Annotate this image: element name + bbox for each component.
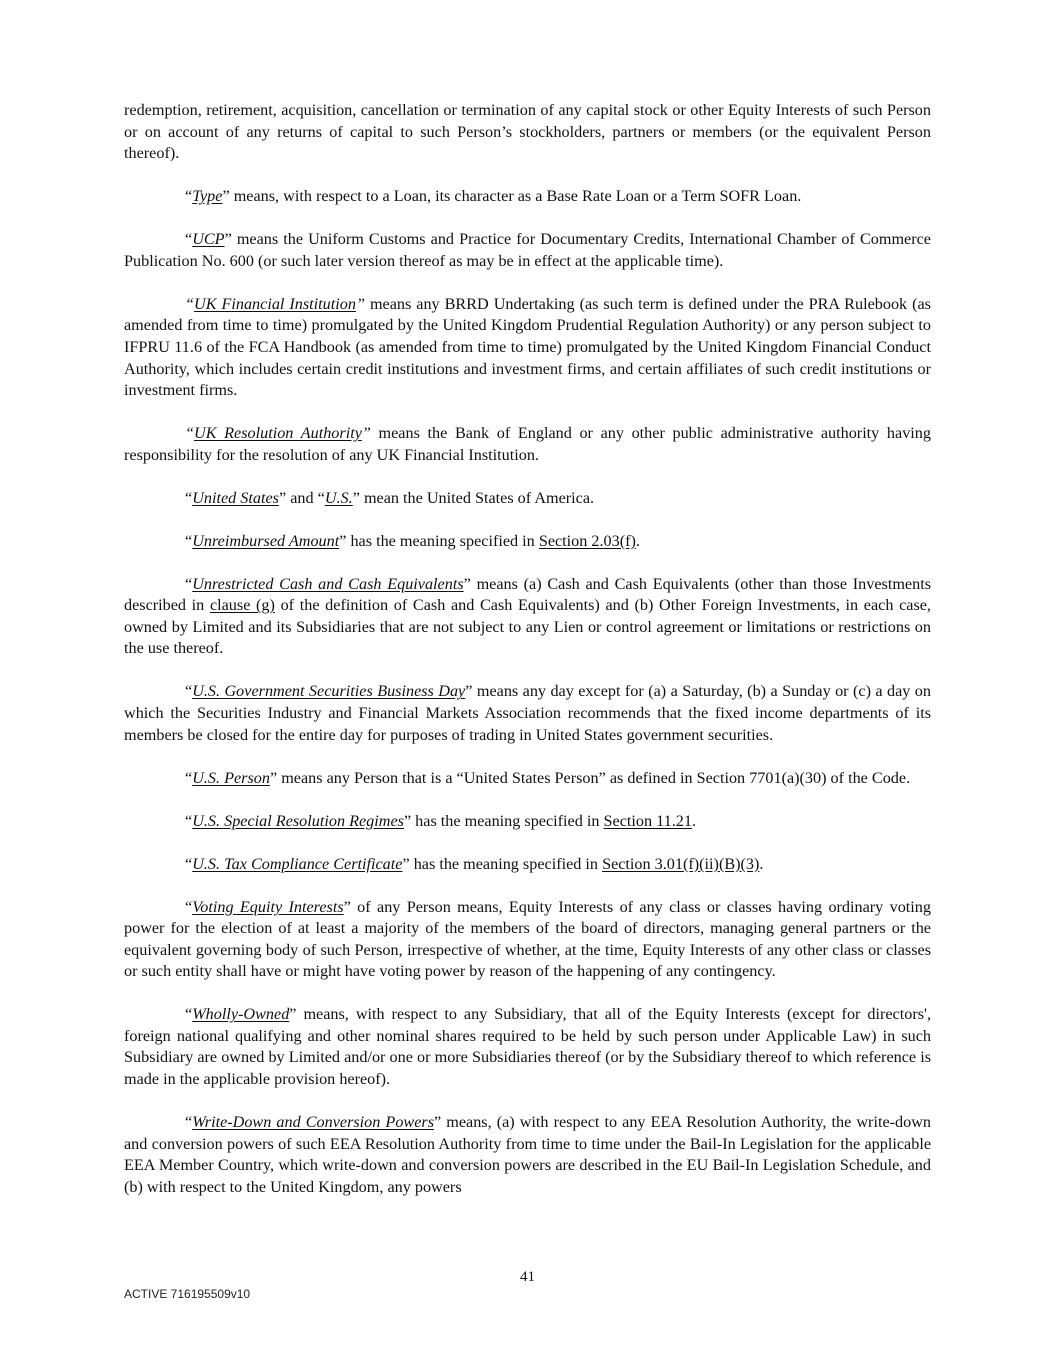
section-reference: Section 11.21 [603, 811, 692, 830]
definition-unreimbursed-amount: “Unreimbursed Amount” has the meaning specified in Section 2.03(f). [185, 531, 640, 550]
definition-us-person: “U.S. Person” means any Person that is a “United States Person” as defined in Section 7701(a)(30) of the Code. [185, 768, 911, 787]
definition-wholly-owned: “Wholly-Owned” means, with respect to any Subsidiary, that all of the Equity Interests (except for directors', foreign national qualifying and other nominal shares required to be held by such person under Applicable Law) in such Subsidiary are owned by Limited and/or one or more Subsidiaries thereof (or by the Subsidiary thereof to which reference is made in the applicable provision hereof). [124, 1005, 931, 1089]
defined-term: Write-Down and Conversion Powers [192, 1113, 434, 1132]
defined-term: UK Resolution Authority [194, 424, 362, 443]
clause-reference: clause (g) [209, 596, 275, 615]
defined-term: U.S. [324, 488, 353, 507]
definition-us-government-securities-business-day: “U.S. Government Securities Business Day” means any day except for (a) a Saturday, (b) a Sunday or (c) a day on which the Securities Industry and Financial Markets Association recommends that the fixed income departments of its members be closed for the entire day for purposes of trading in United States government securities. [124, 682, 931, 744]
definition-uk-financial-institution: “UK Financial Institution” means any BRRD Undertaking (as such term is defined under the PRA Rulebook (as amended from time to time) promulgated by the United Kingdom Prudential Regulation Authority) or any person subject to IFPRU 11.6 of the FCA Handbook (as amended from time to time) promulgated by the United Kingdom Financial Conduct Authority, which includes certain credit institutions and investment firms, and certain affiliates of such credit institutions or investment firms. [124, 294, 931, 400]
defined-term: Type [192, 187, 223, 206]
document-id-footer: ACTIVE 716195509v10 [124, 1287, 251, 1301]
definition-united-states: “United States” and “U.S.” mean the United States of America. [185, 488, 595, 507]
document-body [124, 100, 931, 1220]
defined-term: U.S. Person [192, 768, 270, 787]
page-number: 41 [520, 1269, 535, 1285]
definition-ucp: “UCP” means the Uniform Customs and Practice for Documentary Credits, International Chamber of Commerce Publication No. 600 (or such later version thereof as may be in effect at the applicable time). [124, 230, 931, 270]
defined-term: Unrestricted Cash and Cash Equivalents [192, 574, 464, 593]
defined-term: UK Financial Institution [194, 294, 356, 313]
definition-write-down-and-conversion-powers: “Write-Down and Conversion Powers” means, (a) with respect to any EEA Resolution Authority, the write-down and conversion powers of such EEA Resolution Authority from time to time under the Bail-In Legislation for the applicable EEA Member Country, which write-down and conversion powers are described in the EU Bail-In Legislation Schedule, and (b) with respect to the United Kingdom, any powers [124, 1113, 931, 1196]
definition-type: “Type” means, with respect to a Loan, its character as a Base Rate Loan or a Term SOFR Loan. [185, 187, 802, 206]
definition-us-special-resolution-regimes: “U.S. Special Resolution Regimes” has the meaning specified in Section 11.21. [185, 811, 697, 830]
defined-term: U.S. Government Securities Business Day [192, 682, 466, 701]
definition-uk-resolution-authority: “UK Resolution Authority” means the Bank of England or any other public administrative authority having responsibility for the resolution of any UK Financial Institution. [124, 424, 931, 464]
defined-term: U.S. Special Resolution Regimes [192, 811, 404, 830]
defined-term: United States [192, 488, 279, 507]
definition-voting-equity-interests: “Voting Equity Interests” of any Person means, Equity Interests of any class or classes having ordinary voting power for the election of at least a majority of the members of the board of directors, managing general partners or the equivalent governing body of such Person, irrespective of whether, at the time, Equity Interests of any other class or classes or such entity shall have or might have voting power by reason of the happening of any contingency. [124, 897, 931, 981]
defined-term: U.S. Tax Compliance Certificate [192, 854, 403, 873]
defined-term: Voting Equity Interests [192, 897, 344, 916]
paragraph-continuation: redemption, retirement, acquisition, cancellation or termination of any capital stock or other Equity Interests of such Person or on account of any returns of capital to such Person’s stockholders, partners or members (or the equivalent Person thereof). [124, 101, 931, 163]
defined-term: Unreimbursed Amount [192, 531, 340, 550]
defined-term: UCP [192, 230, 225, 249]
definition-unrestricted-cash: “Unrestricted Cash and Cash Equivalents” means (a) Cash and Cash Equivalents (other than those Investments described in clause (g) of the definition of Cash and Cash Equivalents) and (b) Other Foreign Investments, in each case, owned by Limited and its Subsidiaries that are not subject to any Lien or control agreement or limitations or restrictions on the use thereof. [124, 574, 931, 658]
defined-term: Wholly-Owned [192, 1005, 290, 1024]
definition-us-tax-compliance-certificate: “U.S. Tax Compliance Certificate” has the meaning specified in Section 3.01(f)(ii)(B)(3). [185, 854, 764, 873]
section-reference: Section 2.03(f) [538, 531, 636, 550]
section-reference: Section 3.01(f)(ii)(B)(3) [602, 854, 760, 873]
